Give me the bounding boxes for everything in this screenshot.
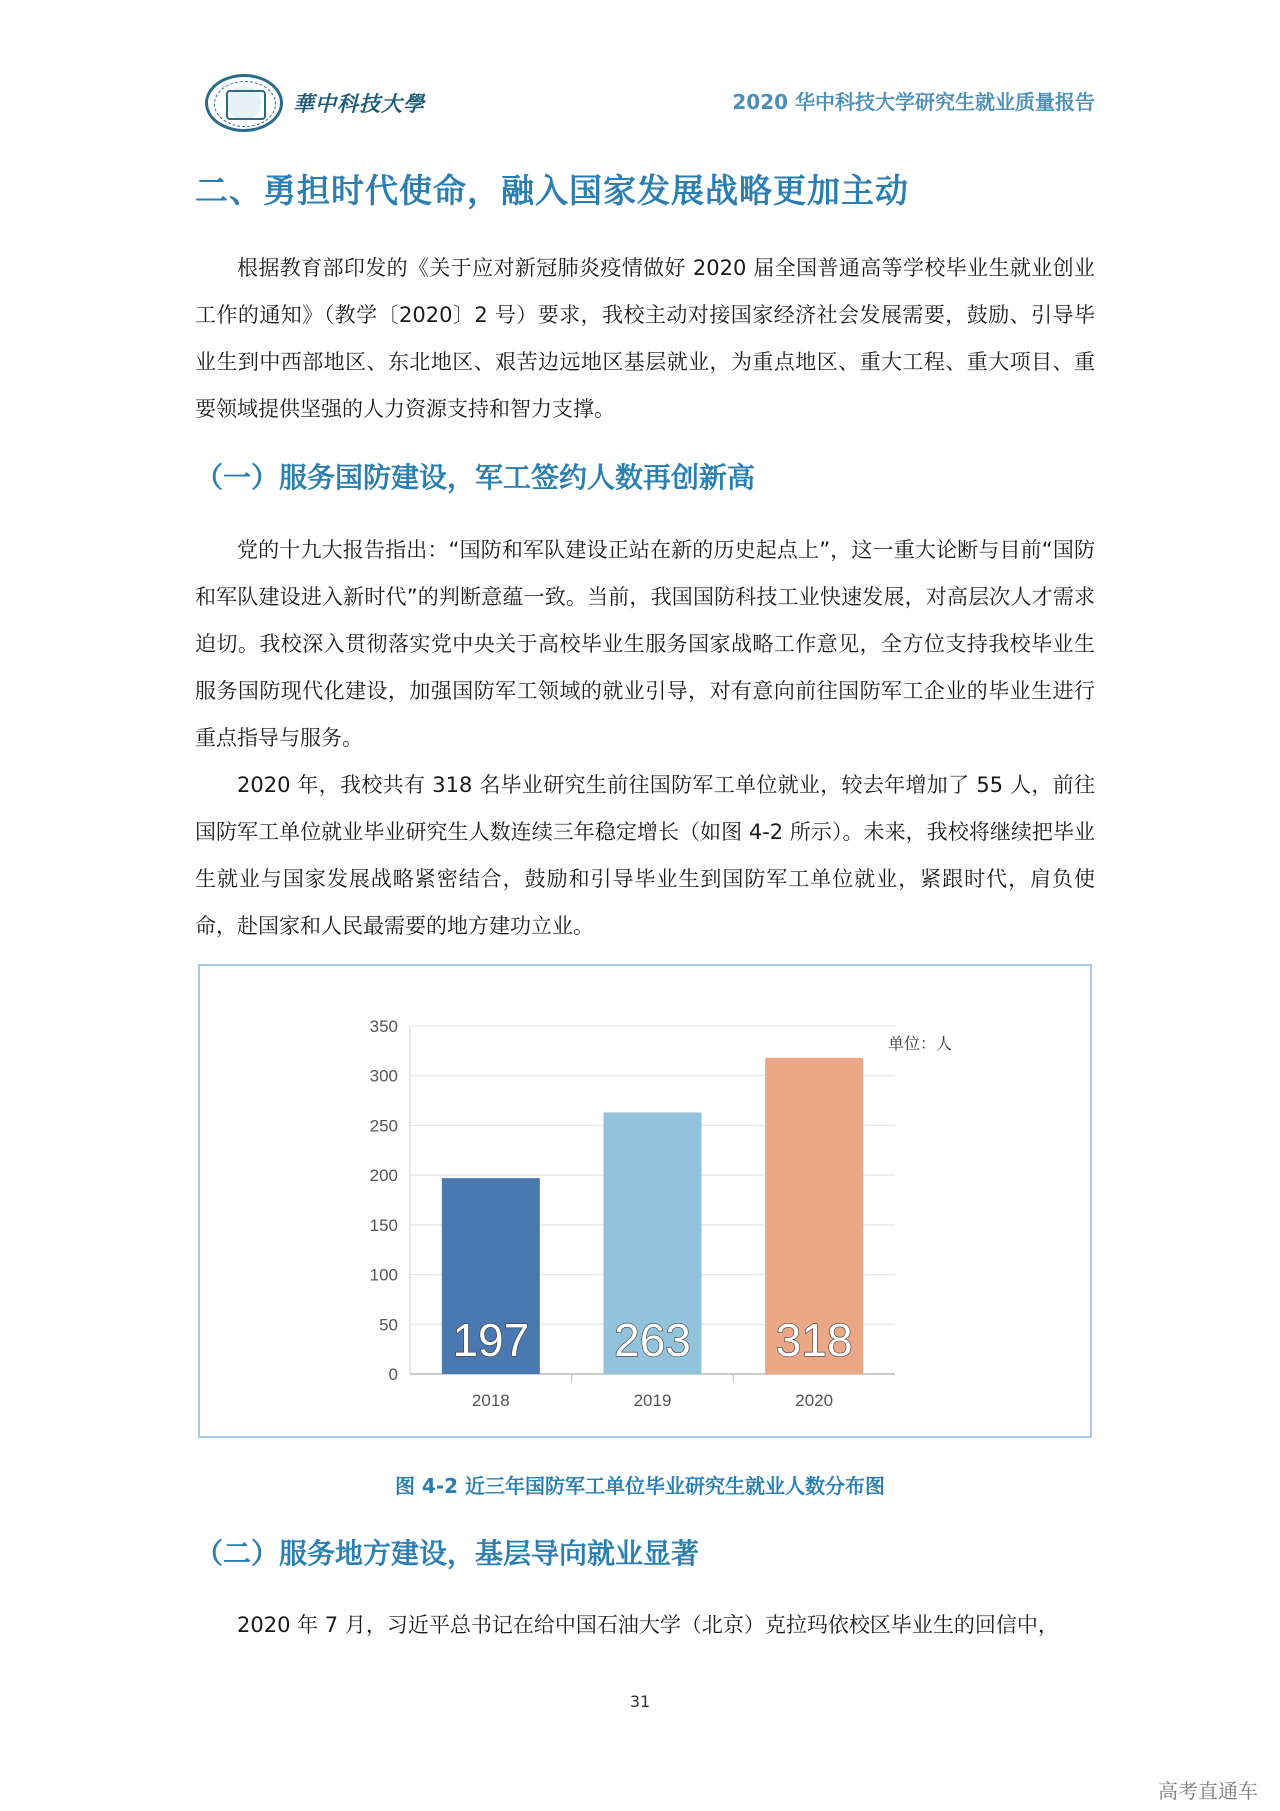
bar-value-label: 197: [452, 1314, 530, 1366]
page-header: [205, 66, 1095, 136]
y-tick-label: 250: [369, 1116, 398, 1136]
x-tick-label: 2018: [471, 1391, 510, 1410]
y-tick-label: 200: [369, 1166, 398, 1186]
defense-paragraph-1: 党的十九大报告指出：“国防和军队建设正站在新的历史起点上”，这一重大论断与目前“国防和军队建设进入新时代”的判断意蕴一致。当前，我国国防科技工业快速发展，对高层次人才需求迫切。我校深入贯彻落实党中央关于高校毕业生服务国家战略工作意见，全方位支持我校毕业生服务国防现代化建设，加强国防军工领域的就业引导，对有意向前往国防军工企业的毕业生进行重点指导与服务。: [195, 538, 1095, 750]
y-tick-label: 50: [379, 1315, 398, 1335]
x-tick-label: 2020: [795, 1391, 834, 1410]
y-tick-label: 0: [388, 1365, 398, 1384]
x-tick-label: 2019: [633, 1391, 672, 1410]
university-logo-text: 華中科技大學: [293, 91, 425, 116]
chart-frame: [198, 964, 1092, 1438]
unit-label: 单位：人: [888, 1034, 953, 1053]
subsection-title-local: （二）服务地方建设，基层导向就业显著: [195, 1537, 700, 1570]
y-tick-label: 150: [369, 1215, 398, 1235]
section-title: 二、勇担时代使命，融入国家发展战略更加主动: [195, 171, 909, 210]
subsection-title-defense: （一）服务国防建设，军工签约人数再创新高: [195, 461, 756, 494]
y-tick-label: 350: [369, 1017, 398, 1036]
page-number: 31: [629, 1692, 651, 1711]
y-tick-label: 100: [369, 1265, 398, 1285]
local-paragraph-1: 2020 年 7 月，习近平总书记在给中国石油大学（北京）克拉玛依校区毕业生的回信中，: [237, 1613, 1059, 1637]
defense-paragraph-2: 2020 年，我校共有 318 名毕业研究生前往国防军工单位就业，较去年增加了 55 人，前往国防军工单位就业毕业研究生人数连续三年稳定增长（如图 4-2 所示）。未来，我校将继续把毕业生就业与国家发展战略紧密结合，鼓励和引导毕业生到国防军工单位就业，紧跟时代，肩负使命，赴国家和人民最需要的地方建功立业。: [195, 773, 1095, 938]
bar-value-label: 263: [614, 1314, 691, 1366]
figure-caption: 图 4-2 近三年国防军工单位毕业研究生就业人数分布图: [394, 1474, 886, 1498]
watermark: 高考直通车: [1158, 1779, 1258, 1803]
report-title: 2020 华中科技大学研究生就业质量报告: [732, 90, 1095, 114]
university-seal-logo: [205, 74, 283, 132]
y-tick-label: 300: [369, 1066, 398, 1086]
intro-paragraph: 根据教育部印发的《关于应对新冠肺炎疫情做好 2020 届全国普通高等学校毕业生就业创业工作的通知》（教学〔2020〕2 号）要求，我校主动对接国家经济社会发展需要，鼓励、引导毕业生到中西部地区、东北地区、艰苦边远地区基层就业，为重点地区、重大工程、重大项目、重要领域提供坚强的人力资源支持和智力支撑。: [195, 256, 1095, 421]
defense-employment-bar-chart: [200, 966, 1090, 1436]
bar-value-label: 318: [775, 1314, 853, 1366]
